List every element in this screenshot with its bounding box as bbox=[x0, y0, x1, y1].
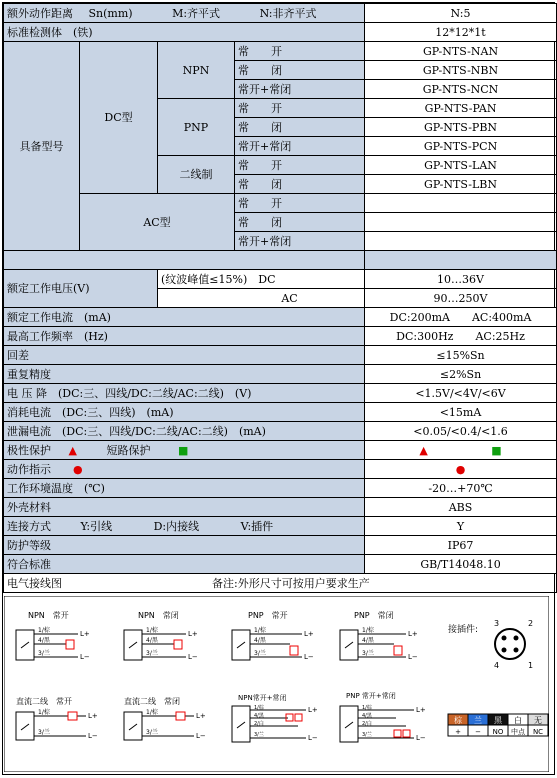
svg-text:3: 3 bbox=[494, 619, 500, 628]
svg-text:NPN 常开: NPN 常开 bbox=[28, 611, 69, 620]
row-target: 标准检测体 (铁) 12*12*1t bbox=[4, 23, 557, 42]
svg-text:L−: L− bbox=[408, 653, 418, 661]
svg-text:L−: L− bbox=[304, 653, 314, 661]
model-row: AC型 常 开 bbox=[4, 194, 557, 213]
svg-text:L+: L+ bbox=[304, 630, 314, 638]
svg-text:白: 白 bbox=[514, 716, 522, 725]
svg-text:4/黑: 4/黑 bbox=[146, 637, 158, 644]
svg-text:直流二线 常开: 直流二线 常开 bbox=[16, 697, 72, 706]
svg-text:3/兰: 3/兰 bbox=[362, 650, 374, 657]
svg-text:1/棕: 1/棕 bbox=[38, 709, 50, 716]
ac-type: AC型 bbox=[80, 194, 235, 251]
distance-label: 额外动作距离 bbox=[7, 6, 73, 20]
svg-text:PNP 常开+常闭: PNP 常开+常闭 bbox=[346, 692, 396, 700]
svg-text:直流二线 常闭: 直流二线 常闭 bbox=[124, 697, 180, 706]
svg-text:4/黑: 4/黑 bbox=[362, 637, 374, 644]
model-row: 常开+常闭 bbox=[4, 232, 557, 251]
svg-text:PNP 常闭: PNP 常闭 bbox=[354, 611, 394, 620]
svg-text:3/兰: 3/兰 bbox=[38, 729, 50, 736]
svg-text:L−: L− bbox=[80, 653, 90, 661]
svg-text:1/棕: 1/棕 bbox=[38, 627, 50, 634]
short-circuit-square-icon: ■ bbox=[491, 443, 502, 457]
short-circuit-square-icon: ■ bbox=[177, 443, 189, 457]
polarity-triangle-icon: ▲ bbox=[68, 443, 77, 457]
svg-text:L+: L+ bbox=[408, 630, 418, 638]
svg-text:4/黑: 4/黑 bbox=[362, 713, 372, 719]
svg-text:棕: 棕 bbox=[454, 716, 462, 725]
svg-text:2: 2 bbox=[528, 619, 534, 628]
svg-text:L+: L+ bbox=[416, 706, 426, 714]
row-voltage: 额定工作电压(V) (纹波峰值≤15%) DC 10…36V bbox=[4, 270, 557, 289]
svg-text:1/棕: 1/棕 bbox=[362, 705, 372, 711]
model-row: PNP 常 开 GP-NTS-PAN bbox=[4, 99, 557, 118]
svg-text:2/白: 2/白 bbox=[362, 721, 372, 727]
svg-text:1/棕: 1/棕 bbox=[362, 627, 374, 634]
row-connection: 连接方式 Y:引线 D:内接线 V:插件 Y bbox=[4, 517, 557, 536]
svg-text:黑: 黑 bbox=[494, 716, 502, 725]
svg-text:L−: L− bbox=[308, 734, 318, 742]
svg-text:兰: 兰 bbox=[474, 716, 482, 725]
svg-text:L+: L+ bbox=[88, 712, 98, 720]
model-row: 具备型号 DC型 NPN 常 开 GP-NTS-NAN bbox=[4, 42, 557, 61]
svg-text:2/白: 2/白 bbox=[254, 721, 264, 727]
polarity-triangle-icon: ▲ bbox=[419, 443, 428, 457]
svg-text:L−: L− bbox=[196, 732, 206, 740]
svg-text:1/棕: 1/棕 bbox=[254, 705, 264, 711]
row-freq: 最高工作频率 (Hz) DC:300Hz AC:25Hz bbox=[4, 327, 557, 346]
svg-text:3/兰: 3/兰 bbox=[146, 650, 158, 657]
row-consumption: 消耗电流 (DC:三、四线) (mA) <15mA bbox=[4, 403, 557, 422]
svg-text:1/棕: 1/棕 bbox=[254, 627, 266, 634]
svg-text:NPN 常闭: NPN 常闭 bbox=[138, 611, 179, 620]
two-wire-group: 二线制 bbox=[158, 156, 235, 194]
row-standard: 符合标准 GB/T14048.10 bbox=[4, 555, 557, 574]
indicator-dot-icon: ● bbox=[455, 462, 466, 476]
row-vdrop: 电 压 降 (DC:三、四线/DC:二线/AC:二线) (V) <1.5V/<4V/<6V bbox=[4, 384, 557, 403]
dc-type: DC型 bbox=[80, 42, 158, 194]
svg-text:3/兰: 3/兰 bbox=[254, 650, 266, 657]
svg-text:PNP 常开: PNP 常开 bbox=[248, 611, 288, 620]
row-temp: 工作环境温度 (℃) -20…+70℃ bbox=[4, 479, 557, 498]
row-distance: 额外动作距离 Sn(mm) M:齐平式 N:非齐平式 N:5 bbox=[4, 4, 557, 23]
svg-text:4/黑: 4/黑 bbox=[254, 637, 266, 644]
svg-text:接插件:: 接插件: bbox=[448, 625, 479, 635]
svg-text:L−: L− bbox=[188, 653, 198, 661]
spacer-row bbox=[4, 251, 557, 270]
models-label: 具备型号 bbox=[4, 42, 80, 251]
row-current: 额定工作电流 (mA) DC:200mA AC:400mA bbox=[4, 308, 557, 327]
svg-text:3/兰: 3/兰 bbox=[146, 729, 158, 736]
spec-table: 额外动作距离 Sn(mm) M:齐平式 N:非齐平式 N:5 标准检测体 (铁) 12*12*1t 具备型号 DC型 NPN 常 开 GP-NTS-NAN 常 闭 GP-NTS-NBN 常开+常闭 GP-NTS-NCN PNP 常 开 GP-NTS-PAN 常 闭 GP-NTS-PBN 常开+常闭 GP-NTS-PCN 二线制 常 开 GP-NTS-LAN 常 闭 GP-NTS-LBN AC型 常 开 常 闭 常开+常闭 额定工作电压(V) (纹波峰值≤15%) DC 10…36V AC 90…250V 额定工作电流 (mA) DC:200mA AC:400mA 最高工作频率 (Hz) DC:300Hz AC:25Hz 回差 ≤15%Sn 重复精度 ≤2%Sn 电 压 降 (DC:三、四线/DC:二线/AC:二线) (V) <1.5V/<4V/<6V 消耗电流 (DC:三、四线) (mA) <15mA 泄漏电流 (DC:三、四线/DC:二线/AC:二线) (mA) <0.05/<0.4/<1.6 极性保护 ▲ 短路保护 ■ ▲ ■ 动作指示 ● ● 工作环境温度 (℃) -20…+70℃ 外壳材料 ABS 连接方式 Y:引线 D:内接线 V:插件 Y 防护等级 IP67 符合标准 GB/T14048.10 电气接线图 备注:外形尺寸可按用户要求生产 bbox=[3, 3, 557, 593]
row-wiring: 电气接线图 备注:外形尺寸可按用户要求生产 bbox=[4, 574, 557, 593]
svg-text:4/黑: 4/黑 bbox=[254, 713, 264, 719]
svg-text:NO: NO bbox=[492, 728, 504, 736]
wire-color-legend bbox=[448, 714, 548, 736]
svg-text:4: 4 bbox=[494, 661, 500, 670]
svg-text:无: 无 bbox=[534, 716, 542, 725]
svg-text:NC: NC bbox=[532, 728, 544, 736]
wiring-diagrams bbox=[4, 596, 549, 772]
row-protection: 防护等级 IP67 bbox=[4, 536, 557, 555]
svg-text:L−: L− bbox=[88, 732, 98, 740]
model-row: 二线制 常 开 GP-NTS-LAN bbox=[4, 156, 557, 175]
row-housing: 外壳材料 ABS bbox=[4, 498, 557, 517]
row-leakage: 泄漏电流 (DC:三、四线/DC:二线/AC:二线) (mA) <0.05/<0.4/<1.6 bbox=[4, 422, 557, 441]
model-row: 常开+常闭 GP-NTS-NCN bbox=[4, 80, 557, 99]
distance-value: N:5 bbox=[365, 4, 557, 23]
model-row: 常开+常闭 GP-NTS-PCN bbox=[4, 137, 557, 156]
svg-text:1: 1 bbox=[528, 661, 534, 670]
model-row: 常 闭 GP-NTS-PBN bbox=[4, 118, 557, 137]
model-row: 常 闭 GP-NTS-LBN bbox=[4, 175, 557, 194]
svg-text:4/黑: 4/黑 bbox=[38, 637, 50, 644]
svg-text:1/棕: 1/棕 bbox=[146, 709, 158, 716]
svg-text:NPN常开+常闭: NPN常开+常闭 bbox=[238, 694, 287, 702]
svg-text:3/兰: 3/兰 bbox=[362, 732, 372, 738]
row-polarity: 极性保护 ▲ 短路保护 ■ ▲ ■ bbox=[4, 441, 557, 460]
svg-text:3/兰: 3/兰 bbox=[254, 732, 264, 738]
row-hysteresis: 回差 ≤15%Sn bbox=[4, 346, 557, 365]
svg-text:3/兰: 3/兰 bbox=[38, 650, 50, 657]
row-repeat: 重复精度 ≤2%Sn bbox=[4, 365, 557, 384]
svg-text:L+: L+ bbox=[80, 630, 90, 638]
svg-text:L+: L+ bbox=[196, 712, 206, 720]
svg-text:1/棕: 1/棕 bbox=[146, 627, 158, 634]
model-row: 常 闭 GP-NTS-NBN bbox=[4, 61, 557, 80]
svg-text:L−: L− bbox=[416, 734, 426, 742]
svg-text:−: − bbox=[475, 728, 481, 736]
svg-text:L+: L+ bbox=[308, 706, 318, 714]
pnp-group: PNP bbox=[158, 99, 235, 156]
model-row: 常 闭 bbox=[4, 213, 557, 232]
row-indicator: 动作指示 ● ● bbox=[4, 460, 557, 479]
svg-text:+: + bbox=[455, 728, 461, 736]
indicator-dot-icon: ● bbox=[73, 462, 83, 476]
svg-text:L+: L+ bbox=[188, 630, 198, 638]
svg-text:中点: 中点 bbox=[511, 728, 525, 736]
npn-group: NPN bbox=[158, 42, 235, 99]
